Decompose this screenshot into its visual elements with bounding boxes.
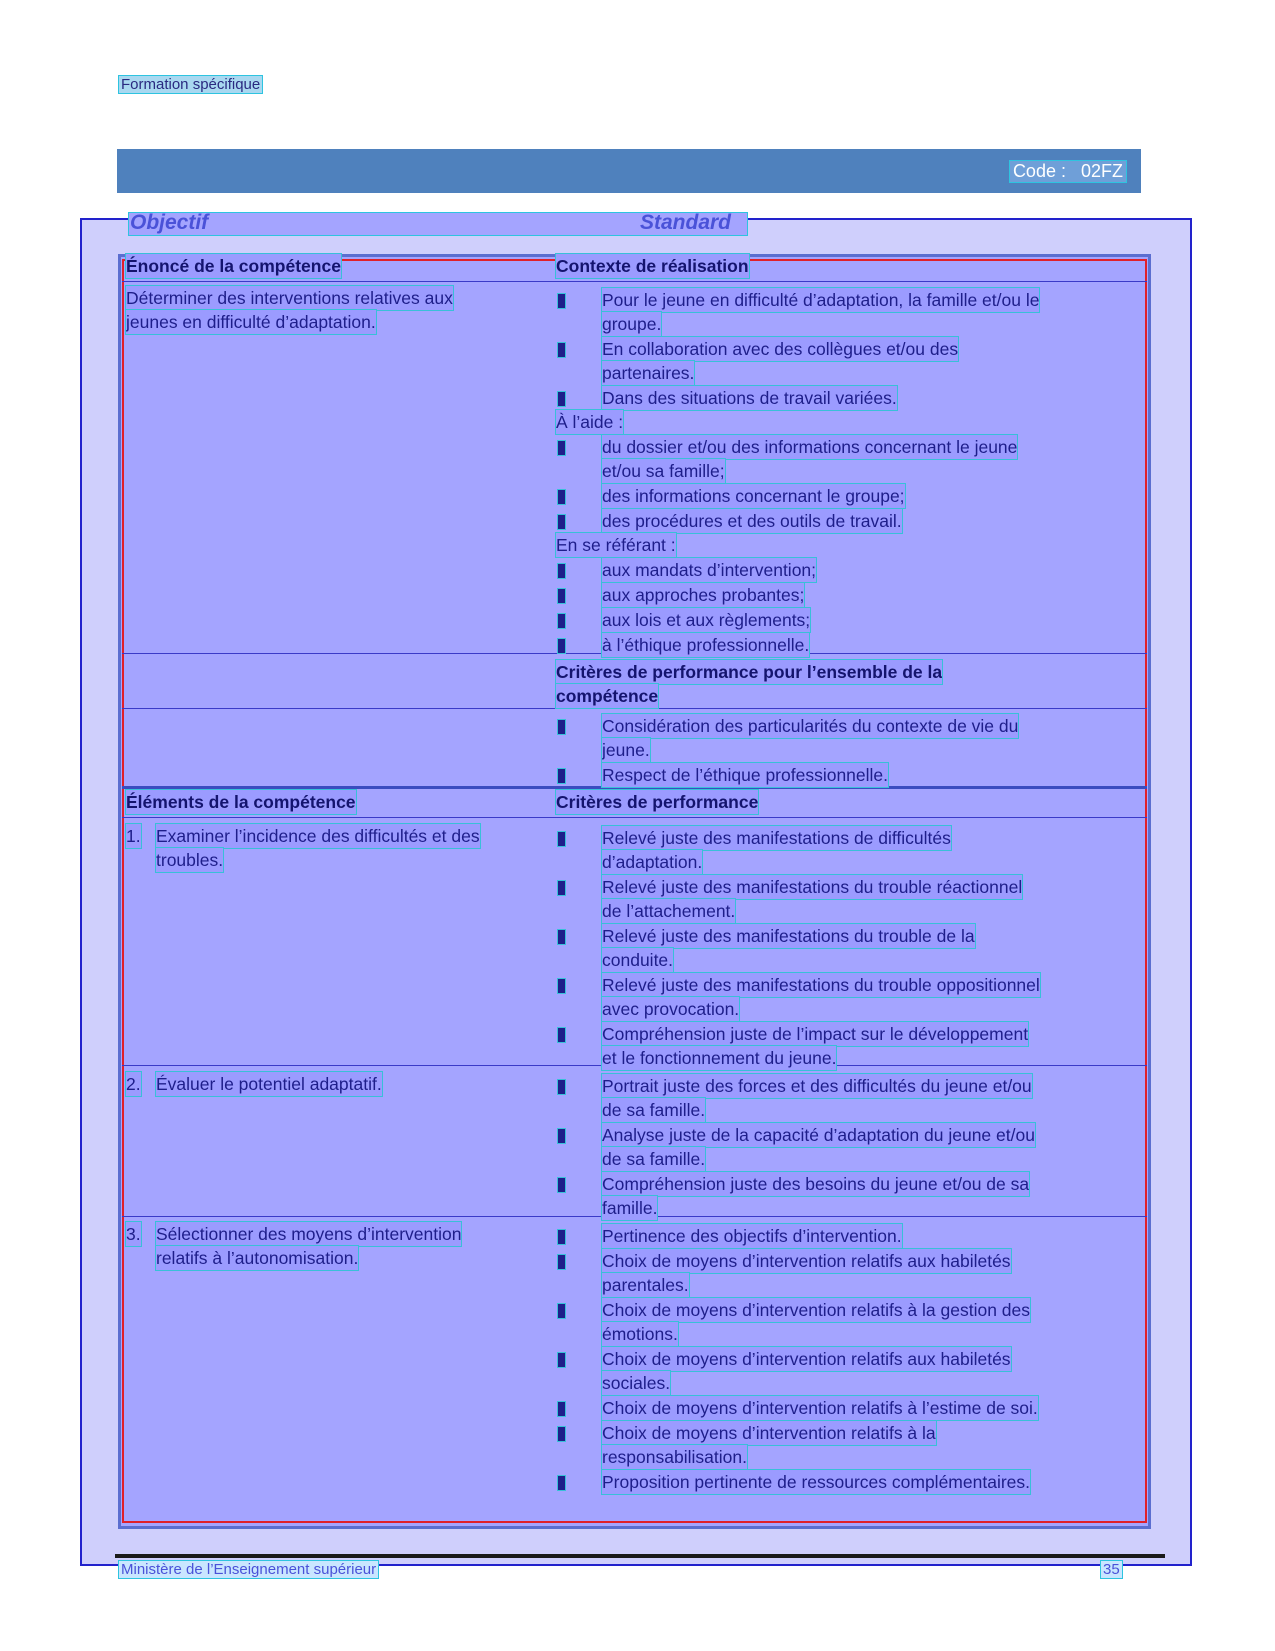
context-line: Dans des situations de travail variées. xyxy=(602,388,897,408)
performance-criterion-line: et le fonctionnement du jeune. xyxy=(602,1048,837,1068)
objectif-heading: Objectif xyxy=(130,211,209,234)
context-line: et/ou sa famille; xyxy=(602,461,725,481)
performance-criterion-line: responsabilisation. xyxy=(602,1447,747,1467)
performance-criterion-line: de sa famille. xyxy=(602,1100,706,1120)
performance-criterion-line: Pertinence des objectifs d’intervention. xyxy=(602,1226,902,1246)
bullet-icon xyxy=(558,392,565,406)
bullet-icon xyxy=(558,639,565,653)
element-number: 3. xyxy=(126,1224,141,1244)
row-divider xyxy=(122,708,1147,709)
bullet-icon xyxy=(558,1353,565,1367)
bullet-icon xyxy=(558,930,565,944)
bullet-icon xyxy=(558,881,565,895)
bullet-icon xyxy=(558,1028,565,1042)
context-line: partenaires. xyxy=(602,363,695,383)
context-line: aux mandats d’intervention; xyxy=(602,560,817,580)
performance-criterion-line: émotions. xyxy=(602,1324,678,1344)
performance-criterion-line: parentales. xyxy=(602,1275,689,1295)
performance-criterion-line: Choix de moyens d’intervention relatifs à la xyxy=(602,1423,936,1443)
competence-statement-line: jeunes en difficulté d’adaptation. xyxy=(126,312,376,332)
performance-criterion-line: Compréhension juste des besoins du jeune et/ou de sa xyxy=(602,1174,1030,1194)
performance-criterion-line: Relevé juste des manifestations du trouble réactionnel xyxy=(602,877,1023,897)
performance-criterion-line: Relevé juste des manifestations du trouble oppositionnel xyxy=(602,975,1040,995)
performance-criterion-line: Choix de moyens d’intervention relatifs à l’estime de soi. xyxy=(602,1398,1038,1418)
competence-statement-line: Déterminer des interventions relatives aux xyxy=(126,288,453,308)
context-line: des procédures et des outils de travail. xyxy=(602,511,902,531)
bullet-icon xyxy=(558,832,565,846)
bullet-icon xyxy=(558,769,565,783)
bullet-icon xyxy=(558,1230,565,1244)
overall-criteria-line: jeune. xyxy=(602,740,650,760)
standard-heading: Standard xyxy=(640,211,732,234)
context-line: À l’aide : xyxy=(556,412,624,432)
bullet-icon xyxy=(558,490,565,504)
bullet-icon xyxy=(558,564,565,578)
code-bar xyxy=(117,149,1141,193)
bullet-icon xyxy=(558,294,565,308)
bullet-icon xyxy=(558,515,565,529)
performance-criterion-line: Analyse juste de la capacité d’adaptation du jeune et/ou xyxy=(602,1125,1035,1145)
context-line: aux lois et aux règlements; xyxy=(602,610,811,630)
element-line: troubles. xyxy=(156,850,224,870)
context-line: aux approches probantes; xyxy=(602,585,805,605)
row-divider xyxy=(122,817,1147,818)
element-line: Examiner l’incidence des difficultés et des xyxy=(156,826,480,846)
context-line: Pour le jeune en difficulté d’adaptation, la famille et/ou le xyxy=(602,290,1040,310)
bullet-icon xyxy=(558,1129,565,1143)
bullet-icon xyxy=(558,720,565,734)
performance-criterion-line: avec provocation. xyxy=(602,999,740,1019)
enonce-heading: Énoncé de la compétence xyxy=(126,256,341,276)
bullet-icon xyxy=(558,1402,565,1416)
context-line: En collaboration avec des collègues et/ou des xyxy=(602,339,959,359)
criteres-heading: Critères de performance xyxy=(556,792,759,812)
context-line: à l’éthique professionnelle. xyxy=(602,635,810,655)
context-line: du dossier et/ou des informations concernant le jeune xyxy=(602,437,1018,457)
overall-criteria-line: Considération des particularités du contexte de vie du xyxy=(602,716,1019,736)
bullet-icon xyxy=(558,1178,565,1192)
performance-criterion-line: Choix de moyens d’intervention relatifs à la gestion des xyxy=(602,1300,1031,1320)
overall-criteria-title: compétence xyxy=(556,686,659,706)
bullet-icon xyxy=(558,1476,565,1490)
performance-criterion-line: conduite. xyxy=(602,950,674,970)
context-line: En se référant : xyxy=(556,535,676,555)
footer-ministry: Ministère de l’Enseignement supérieur xyxy=(118,1560,379,1579)
contexte-heading: Contexte de réalisation xyxy=(556,256,749,276)
performance-criterion-line: Relevé juste des manifestations de difficultés xyxy=(602,828,951,848)
performance-criterion-line: Proposition pertinente de ressources complémentaires. xyxy=(602,1472,1030,1492)
bullet-icon xyxy=(558,979,565,993)
performance-criterion-line: Choix de moyens d’intervention relatifs aux habiletés xyxy=(602,1349,1011,1369)
performance-criterion-line: de sa famille. xyxy=(602,1149,706,1169)
performance-criterion-line: Relevé juste des manifestations du trouble de la xyxy=(602,926,975,946)
bullet-icon xyxy=(558,441,565,455)
element-line: Sélectionner des moyens d’intervention xyxy=(156,1224,462,1244)
context-line: des informations concernant le groupe; xyxy=(602,486,905,506)
bullet-icon xyxy=(558,343,565,357)
bullet-icon xyxy=(558,589,565,603)
bullet-icon xyxy=(558,1255,565,1269)
element-number: 2. xyxy=(126,1074,141,1094)
row-divider xyxy=(122,281,1147,282)
footer-page-number: 35 xyxy=(1100,1560,1123,1579)
bullet-icon xyxy=(558,1080,565,1094)
performance-criterion-line: d’adaptation. xyxy=(602,852,703,872)
performance-criterion-line: Compréhension juste de l’impact sur le développement xyxy=(602,1024,1029,1044)
elements-heading: Éléments de la compétence xyxy=(126,792,356,812)
competency-code: Code : 02FZ xyxy=(1009,160,1127,183)
performance-criterion-line: Choix de moyens d’intervention relatifs aux habiletés xyxy=(602,1251,1011,1271)
performance-criterion-line: famille. xyxy=(602,1198,658,1218)
element-line: relatifs à l’autonomisation. xyxy=(156,1248,359,1268)
performance-criterion-line: sociales. xyxy=(602,1373,671,1393)
bullet-icon xyxy=(558,1427,565,1441)
element-line: Évaluer le potentiel adaptatif. xyxy=(156,1074,382,1094)
overall-criteria-title: Critères de performance pour l’ensemble de la xyxy=(556,662,943,682)
performance-criterion-line: de l’attachement. xyxy=(602,901,736,921)
bullet-icon xyxy=(558,1304,565,1318)
performance-criterion-line: Portrait juste des forces et des difficultés du jeune et/ou xyxy=(602,1076,1032,1096)
running-header-title: Formation spécifique xyxy=(118,75,263,94)
bullet-icon xyxy=(558,614,565,628)
footer-rule xyxy=(115,1554,1165,1558)
element-number: 1. xyxy=(126,826,141,846)
overall-criteria-line: Respect de l’éthique professionnelle. xyxy=(602,765,889,785)
context-line: groupe. xyxy=(602,314,662,334)
